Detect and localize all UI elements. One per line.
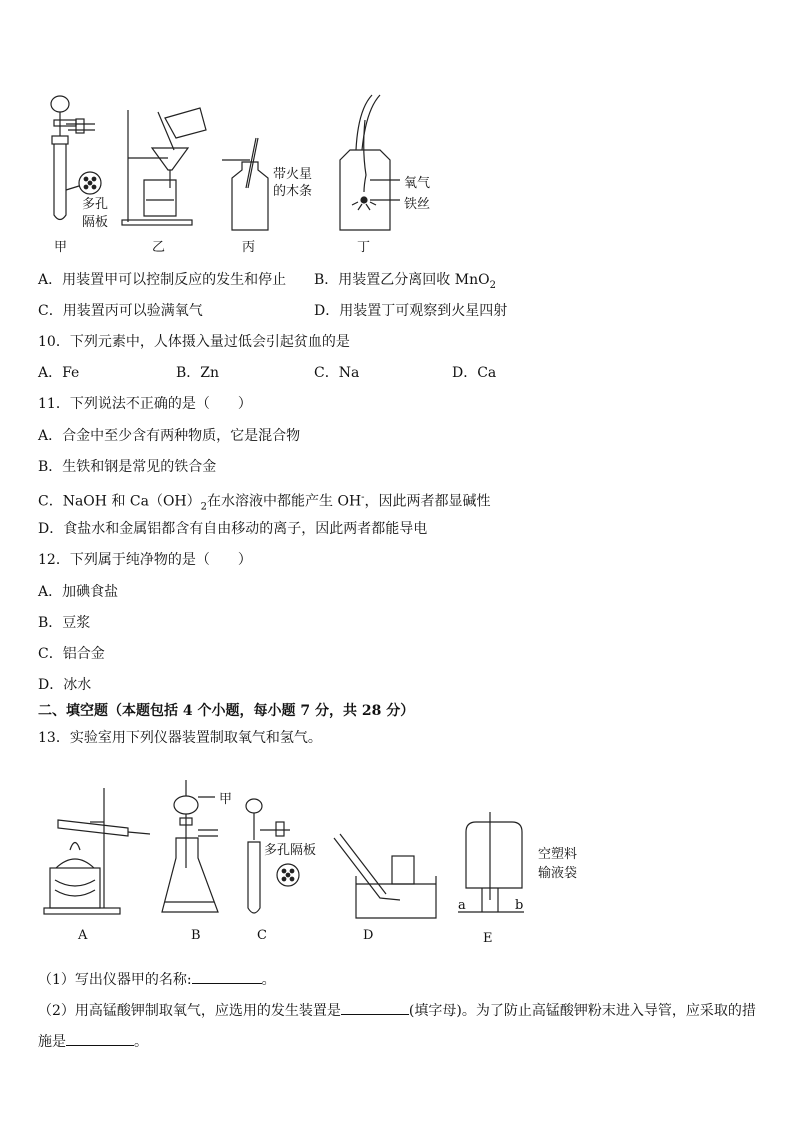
q11-option-c-sup: - <box>361 492 365 503</box>
q10-option-c: C．Na <box>314 365 360 381</box>
q12-option-b: B．豆浆 <box>38 615 91 631</box>
label-port-a: a <box>458 898 466 913</box>
q10-option-d: D．Ca <box>452 365 497 381</box>
q13-sub2-text-a: （2）用高锰酸钾制取氧气，应选用的发生装置是 <box>38 1003 341 1019</box>
q13-sub1 <box>38 969 276 989</box>
q13-sub2-text-b: (填字母)。为了防止高锰酸钾粉末进入导管，应采取的措 <box>408 1003 756 1019</box>
label-splint-1: 带火星 <box>273 167 313 182</box>
label-oxygen: 氧气 <box>404 176 431 191</box>
q13-sub2-blank-1[interactable] <box>341 1000 409 1015</box>
q13-sub2-text-d: 。 <box>134 1034 148 1050</box>
label-porous-plate: 多孔隔板 <box>264 843 317 858</box>
caption-d: D <box>363 928 374 943</box>
q9-option-b-sub: 2 <box>489 279 496 291</box>
q9-option-d: D．用装置丁可观察到火星四射 <box>314 303 508 319</box>
q9-option-c: C．用装置丙可以验满氧气 <box>38 303 203 319</box>
q13-sub2-line2 <box>38 1031 148 1051</box>
q13-sub2-line1 <box>38 1000 756 1020</box>
q11-option-a: A．合金中至少含有两种物质，它是混合物 <box>38 428 301 444</box>
caption-ding: 丁 <box>357 240 371 255</box>
q12-option-a: A．加碘食盐 <box>38 584 119 600</box>
q13-sub2-blank-2[interactable] <box>66 1031 134 1046</box>
q13-sub2-text-c: 施是 <box>38 1034 66 1050</box>
q13-sub1-blank[interactable] <box>192 969 262 984</box>
q10-option-a: A．Fe <box>38 365 80 381</box>
q11-option-c-part1: C．NaOH 和 Ca（OH） <box>38 493 201 510</box>
q11-stem: 11．下列说法不正确的是（ ） <box>38 396 252 412</box>
q9-option-b-text: B．用装置乙分离回收 MnO <box>314 272 490 288</box>
section-2-heading: 二、填空题（本题包括 4 个小题，每小题 7 分，共 28 分） <box>38 703 415 719</box>
label-iron-wire: 铁丝 <box>404 197 431 212</box>
q13-sub1-text: （1）写出仪器甲的名称: <box>38 972 192 988</box>
q13-sub1-end: 。 <box>261 972 276 988</box>
caption-b: B <box>191 928 201 943</box>
caption-jia: 甲 <box>54 240 68 255</box>
q11-option-c-sub: 2 <box>200 501 208 513</box>
q12-stem: 12．下列属于纯净物的是（ ） <box>38 552 252 568</box>
q11-option-c-part3: ，因此两者都显碱性 <box>364 493 491 510</box>
label-port-b: b <box>515 898 524 913</box>
caption-e: E <box>483 931 493 946</box>
caption-c: C <box>257 928 267 943</box>
label-splint-2: 的木条 <box>273 184 313 199</box>
q11-option-d: D．食盐水和金属铝都含有自由移动的离子，因此两者都能导电 <box>38 521 428 537</box>
q10-stem: 10．下列元素中，人体摄入量过低会引起贫血的是 <box>38 334 350 350</box>
caption-a: A <box>78 928 88 943</box>
label-porous-1: 多孔 <box>82 197 109 212</box>
label-funnel-jia: 甲 <box>219 792 233 807</box>
q13-stem: 13．实验室用下列仪器装置制取氧气和氢气。 <box>38 730 322 746</box>
q12-option-d: D．冰水 <box>38 677 92 693</box>
caption-yi: 乙 <box>152 240 166 255</box>
label-bag-2: 输液袋 <box>538 866 578 881</box>
label-bag-1: 空塑料 <box>538 847 578 862</box>
q9-option-a: A．用装置甲可以控制反应的发生和停止 <box>38 272 287 288</box>
q11-option-c-part2: 在水溶液中都能产生 OH <box>207 493 362 510</box>
label-porous-2: 隔板 <box>82 215 109 230</box>
caption-bing: 丙 <box>242 240 256 255</box>
q11-option-b: B．生铁和钢是常见的铁合金 <box>38 459 217 475</box>
q10-option-b: B．Zn <box>176 365 220 381</box>
q12-option-c: C．铝合金 <box>38 646 105 662</box>
